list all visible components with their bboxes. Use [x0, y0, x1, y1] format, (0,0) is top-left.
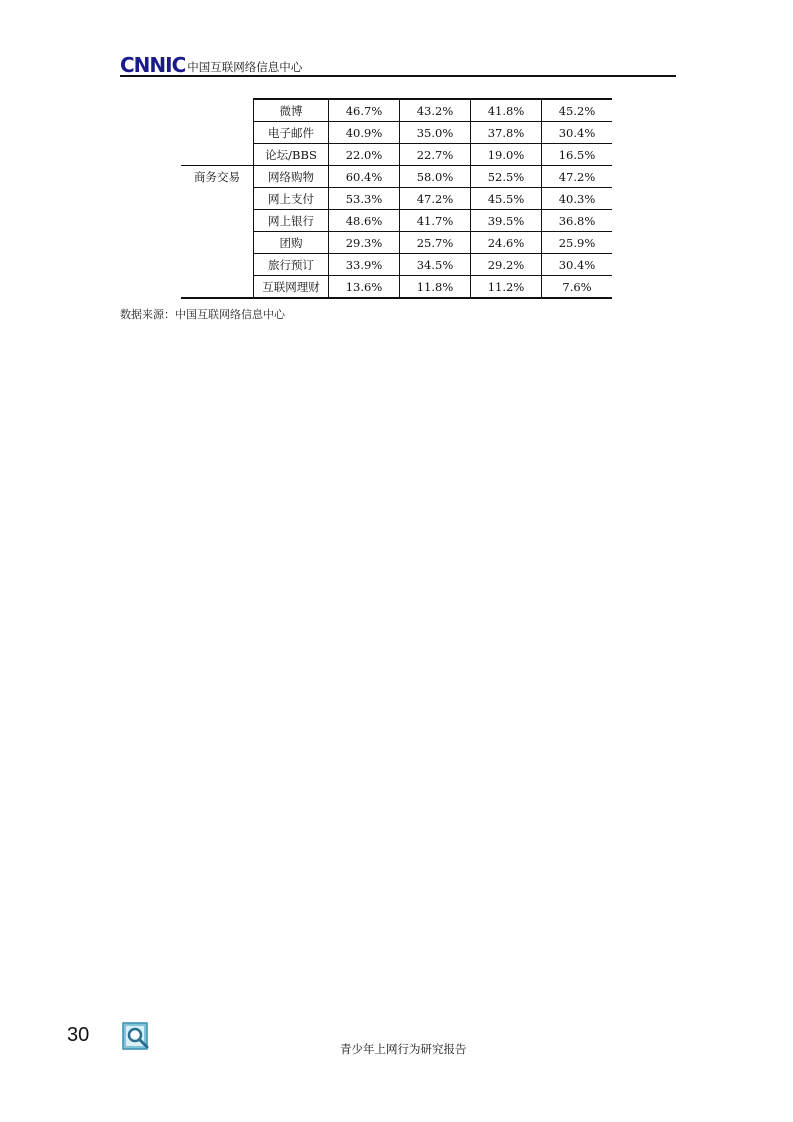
- value-cell: 40.9%: [329, 122, 400, 144]
- value-cell: 39.5%: [471, 210, 542, 232]
- value-cell: 7.6%: [542, 276, 613, 299]
- value-cell: 53.3%: [329, 188, 400, 210]
- item-cell: 论坛/BBS: [254, 144, 329, 166]
- value-cell: 60.4%: [329, 166, 400, 188]
- value-cell: 35.0%: [400, 122, 471, 144]
- value-cell: 25.7%: [400, 232, 471, 254]
- value-cell: 13.6%: [329, 276, 400, 299]
- value-cell: 25.9%: [542, 232, 613, 254]
- category-cell: 商务交易: [181, 166, 254, 188]
- org-name: 中国互联网络信息中心: [187, 60, 303, 74]
- table-row: [181, 99, 612, 122]
- value-cell: 41.8%: [471, 99, 542, 122]
- item-cell: 互联网理财: [254, 276, 329, 299]
- category-cell: [181, 254, 254, 276]
- value-cell: 46.7%: [329, 99, 400, 122]
- page-header: [120, 52, 676, 80]
- value-cell: 52.5%: [471, 166, 542, 188]
- table-row: [181, 122, 612, 144]
- value-cell: 30.4%: [542, 122, 613, 144]
- value-cell: 19.0%: [471, 144, 542, 166]
- value-cell: 22.0%: [329, 144, 400, 166]
- category-cell: [181, 210, 254, 232]
- value-cell: 30.4%: [542, 254, 613, 276]
- value-cell: 33.9%: [329, 254, 400, 276]
- item-cell: 网上支付: [254, 188, 329, 210]
- value-cell: 36.8%: [542, 210, 613, 232]
- category-cell: [181, 122, 254, 144]
- category-cell: [181, 232, 254, 254]
- value-cell: 48.6%: [329, 210, 400, 232]
- category-cell: [181, 99, 254, 122]
- category-cell: [181, 188, 254, 210]
- cnnic-logo: [120, 52, 302, 76]
- table-row: [181, 188, 612, 210]
- table-body: [181, 99, 612, 298]
- item-cell: 团购: [254, 232, 329, 254]
- value-cell: 29.3%: [329, 232, 400, 254]
- value-cell: 37.8%: [471, 122, 542, 144]
- table-row: [181, 144, 612, 166]
- item-cell: 旅行预订: [254, 254, 329, 276]
- table-row: [181, 166, 612, 188]
- category-cell: [181, 276, 254, 299]
- value-cell: 43.2%: [400, 99, 471, 122]
- value-cell: 47.2%: [542, 166, 613, 188]
- value-cell: 34.5%: [400, 254, 471, 276]
- report-title: 青少年上网行为研究报告: [340, 1042, 467, 1056]
- header-rule: [120, 75, 676, 77]
- item-cell: 电子邮件: [254, 122, 329, 144]
- value-cell: 47.2%: [400, 188, 471, 210]
- value-cell: 24.6%: [471, 232, 542, 254]
- logo-mark: CNNIC: [120, 53, 186, 77]
- table-row: [181, 254, 612, 276]
- item-cell: 微博: [254, 99, 329, 122]
- item-cell: 网上银行: [254, 210, 329, 232]
- page-number: 30: [67, 1024, 90, 1046]
- category-cell: [181, 144, 254, 166]
- table-row: [181, 232, 612, 254]
- table-row: [181, 210, 612, 232]
- value-cell: 16.5%: [542, 144, 613, 166]
- item-cell: 网络购物: [254, 166, 329, 188]
- value-cell: 45.5%: [471, 188, 542, 210]
- value-cell: 58.0%: [400, 166, 471, 188]
- table-row: [181, 276, 612, 299]
- value-cell: 41.7%: [400, 210, 471, 232]
- data-table: [181, 98, 612, 299]
- source-note: 数据来源：中国互联网络信息中心: [120, 308, 285, 321]
- magnifier-report-icon: [122, 1022, 150, 1050]
- value-cell: 22.7%: [400, 144, 471, 166]
- value-cell: 29.2%: [471, 254, 542, 276]
- value-cell: 11.8%: [400, 276, 471, 299]
- value-cell: 40.3%: [542, 188, 613, 210]
- value-cell: 11.2%: [471, 276, 542, 299]
- value-cell: 45.2%: [542, 99, 613, 122]
